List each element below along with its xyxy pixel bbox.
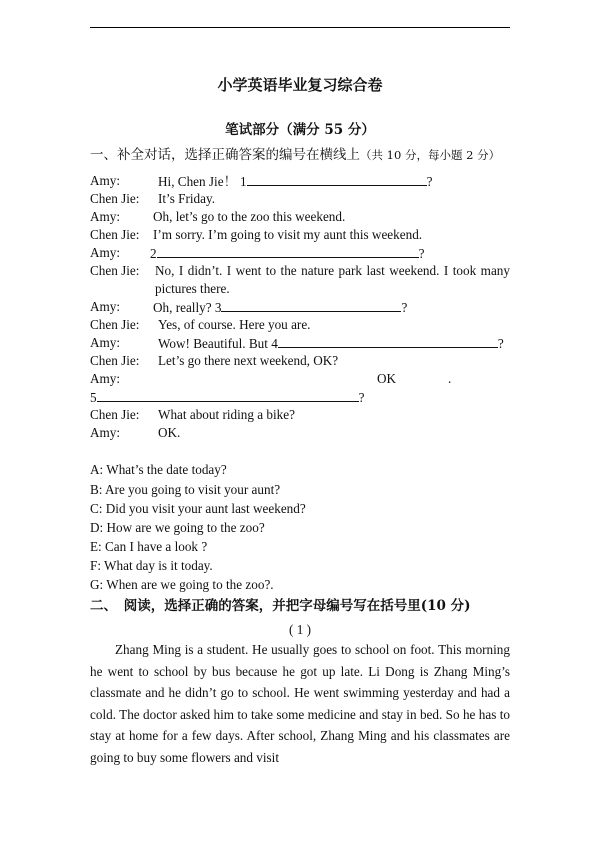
dialogue-qmark: ? [426, 174, 433, 189]
dialogue-speaker: Amy: [90, 425, 121, 440]
dialogue-speaker: Chen Jie: [90, 353, 140, 368]
dialogue-speaker: Amy: [90, 245, 121, 260]
dialogue-text: 2 [150, 246, 157, 261]
dialogue-line-7 [153, 298, 407, 317]
dialogue-speaker: Chen Jie: [90, 191, 140, 206]
part2-heading: 二、 阅读，选择正确的答案，并把字母编号写在括号里(10 分) [90, 598, 471, 614]
dialogue-line-12 [90, 388, 364, 407]
option-b: B: Are you going to visit your aunt? [90, 482, 281, 497]
passage-number: ( 1 ) [289, 622, 311, 637]
dialogue-speaker: Amy: [90, 209, 121, 224]
dialogue-line-13: What about riding a bike? [158, 407, 295, 422]
answer-blank-1[interactable] [247, 172, 427, 186]
dialogue-text: Oh, really? 3 [153, 300, 222, 315]
option-e: E: Can I have a look ? [90, 539, 208, 554]
option-d: D: How are we going to the zoo? [90, 520, 265, 535]
reading-passage: Zhang Ming is a student. He usually goes to school on foot. This morning he went to school by bus because he got up late. Li Dong is Zhang Ming’s classmate and he didn’t go to school. He went swimming yesterday and had a cold. The doctor asked him to take some medicine and stay in bed. So he has to stay at home for a few days. After school, Zhang Ming and his classmates are going to buy some flowers and visit [90, 642, 510, 765]
dialogue-qmark: ? [401, 300, 408, 315]
dialogue-speaker: Amy: [90, 299, 121, 314]
dialogue-text: 5 [90, 390, 97, 405]
dialogue-speaker: Chen Jie: [90, 317, 140, 332]
dialogue-speaker: Amy: [90, 335, 121, 350]
dialogue-line-3: Oh, let’s go to the zoo this weekend. [153, 209, 346, 224]
answer-blank-2[interactable] [157, 244, 419, 258]
dialogue-text: Hi, Chen Jie！ 1 [158, 174, 247, 189]
dialogue-qmark: ? [358, 390, 365, 405]
dialogue-qmark: ? [497, 336, 504, 351]
dialogue-line-11-tail: . [448, 371, 452, 386]
dialogue-text: Wow! Beautiful. But 4 [158, 336, 278, 351]
dialogue-speaker: Amy: [90, 173, 121, 188]
dialogue-line-9 [158, 334, 504, 353]
dialogue-line-14: OK. [158, 425, 181, 440]
dialogue-speaker: Chen Jie: [90, 407, 140, 422]
dialogue-line-8: Yes, of course. Here you are. [158, 317, 311, 332]
section-title: 笔试部分（满分 55 分） [225, 122, 375, 138]
dialogue-line-4: I’m sorry. I’m going to visit my aunt this weekend. [153, 227, 423, 242]
top-rule [90, 27, 510, 28]
dialogue-line-2: It’s Friday. [158, 191, 216, 206]
option-a: A: What’s the date today? [90, 462, 227, 477]
answer-blank-4[interactable] [278, 334, 498, 348]
dialogue-line-11: OK [377, 371, 397, 386]
part1-heading [90, 146, 500, 164]
part1-heading-note: （共 10 分，每小题 2 分） [360, 148, 501, 162]
dialogue-speaker: Amy: [90, 371, 121, 386]
dialogue-line-5 [150, 244, 424, 263]
option-g: G: When are we going to the zoo?. [90, 577, 274, 592]
dialogue-speaker: Chen Jie: [90, 227, 140, 242]
option-f: F: What day is it today. [90, 558, 213, 573]
dialogue-line-1 [158, 172, 433, 191]
part1-heading-text: 一、补全对话，选择正确答案的编号在横线上 [90, 147, 360, 163]
dialogue-line-6: No, I didn’t. I went to the nature park last weekend. I took many pictures there. [155, 263, 510, 296]
dialogue-qmark: ? [418, 246, 425, 261]
option-c: C: Did you visit your aunt last weekend? [90, 501, 306, 516]
answer-blank-3[interactable] [221, 298, 401, 312]
dialogue-line-10: Let’s go there next weekend, OK? [158, 353, 339, 368]
dialogue-speaker: Chen Jie: [90, 263, 140, 278]
answer-blank-5[interactable] [97, 388, 359, 402]
page-title: 小学英语毕业复习综合卷 [217, 76, 383, 94]
